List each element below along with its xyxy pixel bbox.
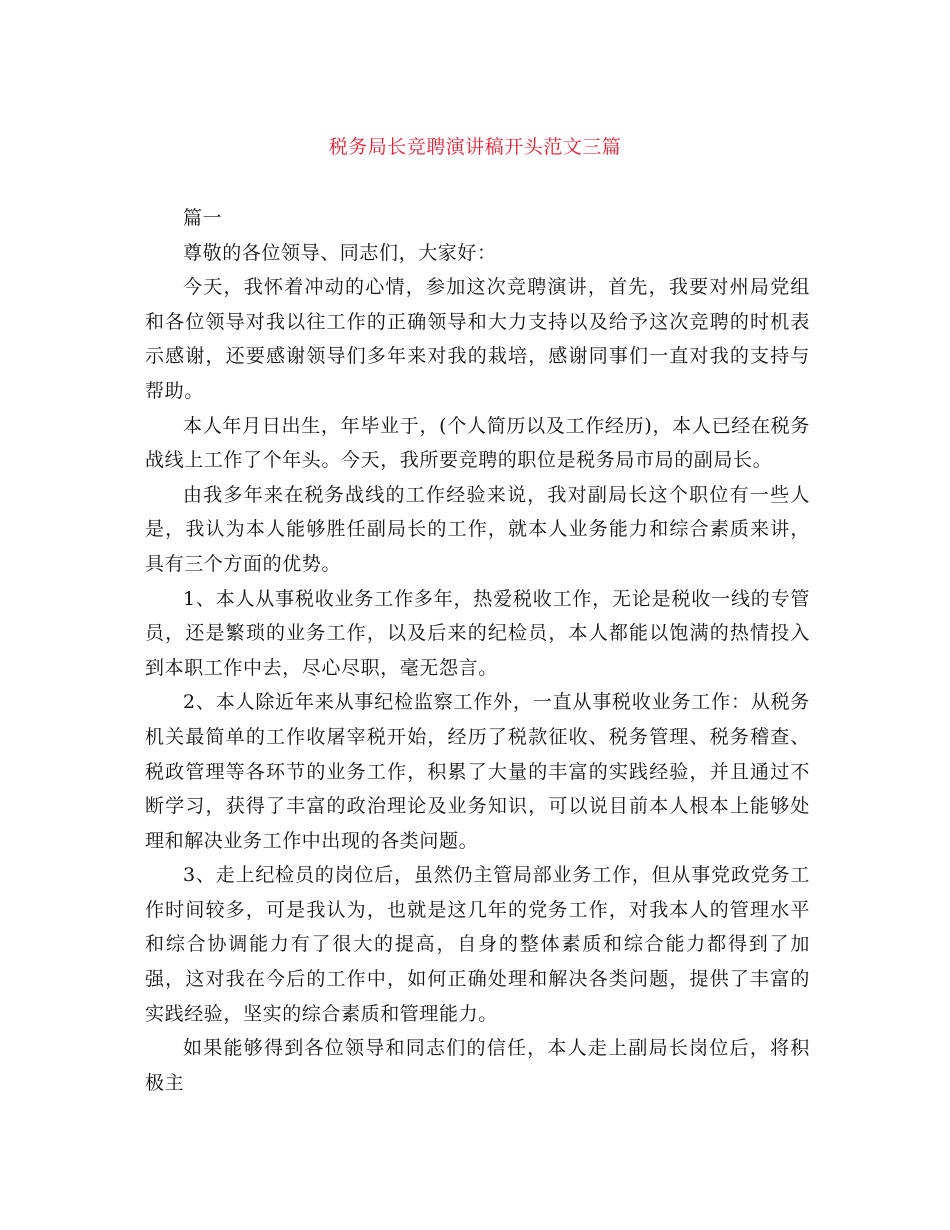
paragraph-closing: 如果能够得到各位领导和同志们的信任，本人走上副局长岗位后，将积极主 xyxy=(145,1037,810,1094)
paragraph-background: 本人年月日出生，年毕业于，(个人简历以及工作经历)，本人已经在税务战线上工作了个年头。今天，我所要竞聘的职位是税务局市局的副局长。 xyxy=(145,414,810,472)
paragraph-salutation: 尊敬的各位领导、同志们，大家好： xyxy=(183,241,497,264)
paragraph-advantage-2: 2、本人除近年来从事纪检监察工作外，一直从事税收业务工作：从税务机关最简单的工作收屠宰税开始，经历了税款征收、税务管理、税务稽查、税政管理等各环节的业务工作，积累了大量的丰富的实践经验，并且通过不断学习，获得了丰富的政治理论及业务知识，可以说目前本人根本上能够处理和解决业务工作中出现的各类问题。 xyxy=(145,691,810,852)
paragraph-advantage-1: 1、本人从事税收业务工作多年，热爱税收工作，无论是税收一线的专管员，还是繁琐的业务工作，以及后来的纪检员，本人都能以饱满的热情投入到本职工作中去，尽心尽职，毫无怨言。 xyxy=(145,587,810,679)
document-body xyxy=(145,201,810,1100)
paragraph-advantage-3: 3、走上纪检员的岗位后，虽然仍主管局部业务工作，但从事党政党务工作时间较多，可是我认为，也就是这几年的党务工作，对我本人的管理水平和综合协调能力有了很大的提高，自身的整体素质和综合能力都得到了加强，这对我在今后的工作中，如何正确处理和解决各类问题，提供了丰富的实践经验，坚实的综合素质和管理能力。 xyxy=(145,864,810,1025)
document-title: 税务局长竞聘演讲稿开头范文三篇 xyxy=(328,136,622,158)
section-label: 篇一 xyxy=(183,207,223,229)
paragraph-opening: 今天，我怀着冲动的心情，参加这次竞聘演讲，首先，我要对州局党组和各位领导对我以往工作的正确领导和大力支持以及给予这次竞聘的时机表示感谢，还要感谢领导们多年来对我的栽培，感谢同事们一直对我的支持与帮助。 xyxy=(145,276,810,402)
paragraph-advantages-intro: 由我多年来在税务战线的工作经验来说，我对副局长这个职位有一些人是，我认为本人能够胜任副局长的工作，就本人业务能力和综合素质来讲，具有三个方面的优势。 xyxy=(145,483,810,575)
